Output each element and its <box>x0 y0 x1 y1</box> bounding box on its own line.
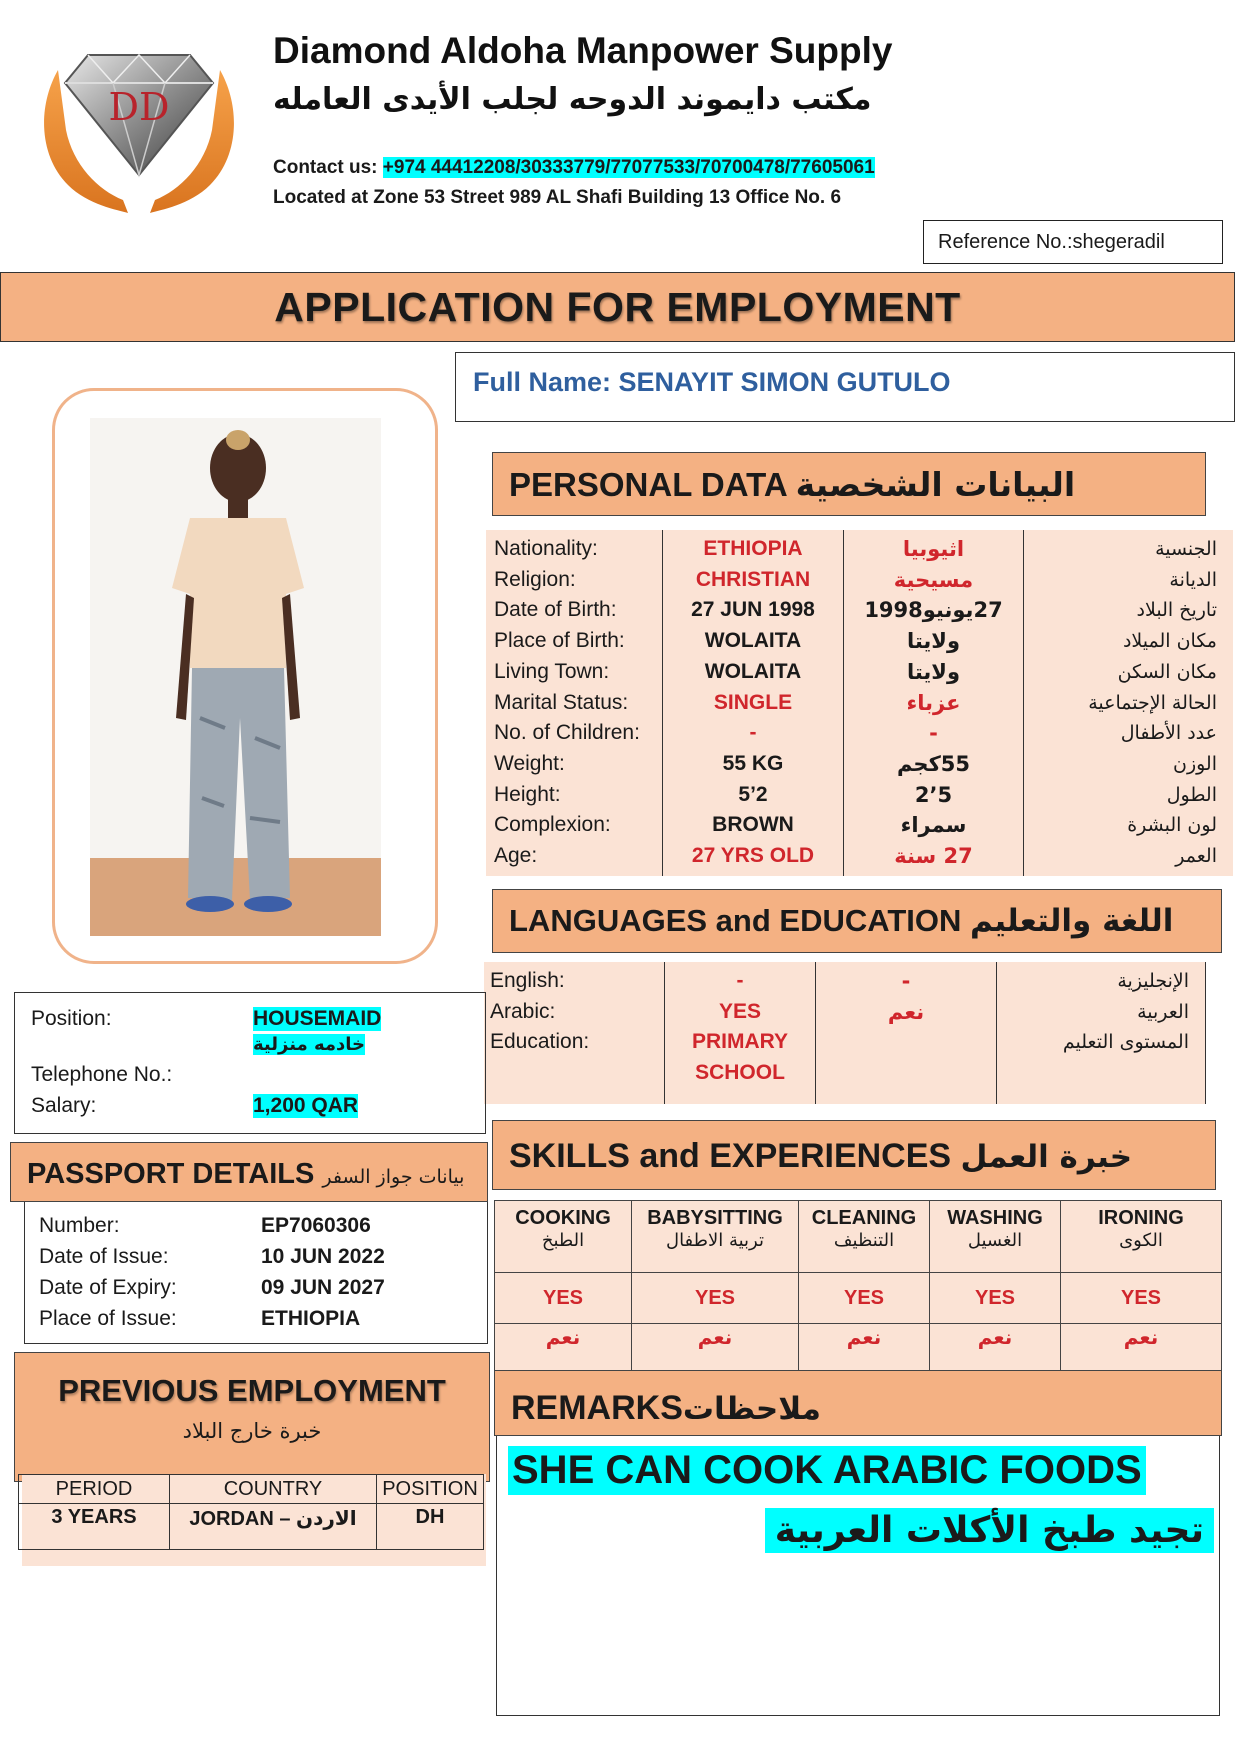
value-ar-height: 5’2 <box>914 782 953 807</box>
previous-heading-en: PREVIOUS EMPLOYMENT <box>58 1373 446 1408</box>
label-marital: Marital Status: <box>494 690 629 714</box>
col-country: COUNTRY <box>170 1475 377 1504</box>
remarks-heading-ar: ملاحظات <box>682 1391 821 1427</box>
position-value-en: HOUSEMAID <box>253 1007 382 1030</box>
value-pob: WOLAITA <box>704 629 802 653</box>
label-ar-nationality: الجنسية <box>1155 538 1217 560</box>
skill-cleaning <box>799 1201 930 1273</box>
label-ar-children: عدد الأطفال <box>1120 722 1217 745</box>
skills-heading-ar: خبرة العمل <box>960 1139 1133 1175</box>
value-arabic: YES <box>718 999 762 1023</box>
value-ar-weight: 55كجم <box>896 751 971 776</box>
label-arabic: Arabic: <box>490 999 556 1023</box>
value-living-town: WOLAITA <box>704 659 802 683</box>
salary-label: Salary: <box>31 1094 97 1117</box>
value-ar-marital: عزباء <box>906 690 961 715</box>
label-ar-pob: مكان الميلاد <box>1122 630 1217 653</box>
value-ar-complexion: سمراء <box>900 813 967 838</box>
position-box <box>14 992 486 1134</box>
languages-heading <box>492 889 1222 953</box>
ironing-yes-ar: نعم <box>1061 1324 1222 1377</box>
value-ar-age: 27 سنة <box>894 844 973 869</box>
value-ar-pob: ولايتا <box>906 629 961 654</box>
contact-label: Contact us: <box>273 157 378 178</box>
label-nationality: Nationality: <box>494 537 598 560</box>
telephone-label: Telephone No.: <box>31 1063 173 1086</box>
value-education-2: SCHOOL <box>695 1060 785 1084</box>
value-religion: CHRISTIAN <box>695 567 811 591</box>
value-children: - <box>749 721 757 745</box>
skill-ironing-ar: الكوى <box>1119 1230 1163 1251</box>
skill-washing <box>930 1201 1061 1273</box>
label-english: English: <box>490 969 565 992</box>
value-ar-nationality: اثيوبيا <box>902 537 965 561</box>
previous-heading-ar: خبرة خارج البلاد <box>182 1419 322 1443</box>
passport-number: EP7060306 <box>261 1214 371 1237</box>
skill-cleaning-ar: التنظيف <box>833 1230 895 1251</box>
passport-heading <box>10 1142 488 1202</box>
personal-data-heading <box>492 452 1206 516</box>
remark-text-ar: تجيد طبخ الأكلات العربية <box>765 1508 1214 1553</box>
remarks-heading <box>494 1370 1222 1436</box>
personal-values-ar <box>844 530 1024 876</box>
personal-heading-en: PERSONAL DATA <box>509 466 787 503</box>
ironing-yes: YES <box>1061 1273 1222 1324</box>
value-complexion: BROWN <box>712 813 794 837</box>
contact-numbers: +974 44412208/30333779/77077533/70700478/77605061 <box>382 157 875 178</box>
label-pob: Place of Birth: <box>494 629 625 653</box>
label-height: Height: <box>494 782 561 806</box>
remark-text-en: SHE CAN COOK ARABIC FOODS <box>508 1446 1146 1495</box>
skill-washing-ar: الغسيل <box>967 1230 1023 1251</box>
label-education: Education: <box>490 1030 590 1053</box>
skills-table <box>494 1200 1222 1377</box>
skill-cleaning-en: CLEANING <box>811 1207 917 1229</box>
washing-yes: YES <box>930 1273 1061 1324</box>
personal-data-table <box>486 530 1233 876</box>
value-weight: 55 KG <box>722 751 784 775</box>
skill-babysitting <box>632 1201 799 1273</box>
prev-period: 3 YEARS <box>19 1504 170 1550</box>
value-ar-children: - <box>929 721 938 746</box>
logo-letters: DD <box>108 85 170 129</box>
expiry-date-label: Date of Expiry: <box>39 1276 177 1299</box>
label-ar-religion: الديانة <box>1169 568 1217 591</box>
language-labels-ar <box>997 962 1206 1104</box>
cleaning-yes: YES <box>799 1273 930 1324</box>
issue-date: 10 JUN 2022 <box>261 1245 385 1268</box>
passport-heading-ar: بيانات جواز السفر <box>322 1166 465 1188</box>
full-name: Full Name: SENAYIT SIMON GUTULO <box>455 352 1235 422</box>
label-ar-height: الطول <box>1166 783 1217 806</box>
value-height: 5’2 <box>738 782 768 806</box>
label-children: No. of Children: <box>494 721 640 745</box>
skill-cooking-en: COOKING <box>515 1207 611 1229</box>
label-ar-arabic: العربية <box>1137 1000 1189 1023</box>
previous-employment-table <box>18 1474 484 1550</box>
skill-cooking-ar: الطبخ <box>541 1230 585 1251</box>
issue-place: ETHIOPIA <box>261 1307 361 1330</box>
issue-date-label: Date of Issue: <box>39 1245 169 1268</box>
skills-heading-en: SKILLS and EXPERIENCES <box>509 1137 952 1175</box>
company-logo <box>28 35 250 215</box>
value-ar-religion: مسيحية <box>893 567 974 592</box>
label-ar-marital: الحالة الإجتماعية <box>1088 691 1217 714</box>
position-label: Position: <box>31 1007 112 1030</box>
value-dob: 27 JUN 1998 <box>691 598 815 622</box>
col-position: POSITION <box>377 1475 484 1504</box>
label-ar-weight: الوزن <box>1172 752 1217 775</box>
contact-line <box>273 157 875 179</box>
skill-babysitting-en: BABYSITTING <box>647 1207 783 1229</box>
label-dob: Date of Birth: <box>494 598 617 622</box>
personal-labels-en <box>486 530 663 876</box>
cleaning-yes-ar: نعم <box>799 1324 930 1377</box>
language-values-ar <box>816 962 997 1104</box>
skill-washing-en: WASHING <box>947 1207 1043 1229</box>
cooking-yes: YES <box>495 1273 632 1324</box>
value-ar-english: - <box>901 969 911 993</box>
value-ar-living-town: ولايتا <box>906 659 961 684</box>
label-ar-age: العمر <box>1175 845 1217 868</box>
previous-employment-heading <box>14 1352 490 1482</box>
personal-values-en <box>663 530 844 876</box>
col-period: PERIOD <box>19 1475 170 1504</box>
passport-number-label: Number: <box>39 1214 120 1237</box>
label-ar-education: المستوى التعليم <box>1062 1031 1189 1053</box>
value-ar-dob: 27يونيو1998 <box>864 598 1003 623</box>
label-age: Age: <box>494 844 538 868</box>
page-title: APPLICATION FOR EMPLOYMENT <box>0 272 1235 342</box>
company-name-en: Diamond Aldoha Manpower Supply <box>273 30 893 71</box>
personal-labels-ar <box>1024 530 1234 876</box>
applicant-photo <box>90 418 381 936</box>
label-ar-english: الإنجليزية <box>1117 970 1189 992</box>
label-complexion: Complexion: <box>494 813 611 837</box>
label-ar-complexion: لون البشرة <box>1127 814 1217 837</box>
babysitting-yes-ar: نعم <box>632 1324 799 1377</box>
personal-heading-ar: البيانات الشخصية <box>795 465 1076 504</box>
label-religion: Religion: <box>494 567 576 591</box>
languages-heading-ar: اللغة والتعليم <box>970 903 1174 939</box>
position-value-ar: خادمه منزلية <box>253 1034 366 1055</box>
value-education: PRIMARY <box>691 1030 789 1053</box>
label-ar-living-town: مكان السكن <box>1117 660 1217 683</box>
value-ar-arabic: نعم <box>887 999 925 1024</box>
language-labels <box>484 962 665 1104</box>
languages-table <box>484 962 1206 1104</box>
reference-number: Reference No.:shegeradil <box>923 220 1223 264</box>
skill-ironing <box>1061 1201 1222 1273</box>
prev-position: DH <box>377 1504 484 1550</box>
company-name-ar: مكتب دايموند الدوحه لجلب الأيدى العامله <box>273 82 872 117</box>
cooking-yes-ar: نعم <box>495 1324 632 1377</box>
value-age: 27 YRS OLD <box>691 844 815 868</box>
passport-heading-en: PASSPORT DETAILS <box>27 1158 315 1190</box>
language-values-en <box>665 962 816 1104</box>
skill-cooking <box>495 1201 632 1273</box>
value-english: - <box>736 969 744 992</box>
skill-ironing-en: IRONING <box>1098 1207 1184 1229</box>
expiry-date: 09 JUN 2027 <box>261 1276 385 1299</box>
prev-country: JORDAN – الاردن <box>170 1504 377 1550</box>
remarks-heading-en: REMARKS <box>511 1389 683 1427</box>
languages-heading-en: LANGUAGES and EDUCATION <box>509 903 962 938</box>
washing-yes-ar: نعم <box>930 1324 1061 1377</box>
salary-value: 1,200 QAR <box>253 1094 359 1117</box>
skill-babysitting-ar: تربية الاطفال <box>665 1230 764 1251</box>
value-marital: SINGLE <box>713 690 793 714</box>
value-nationality: ETHIOPIA <box>703 537 803 560</box>
label-weight: Weight: <box>494 751 565 775</box>
label-living-town: Living Town: <box>494 659 610 683</box>
passport-box <box>24 1202 488 1344</box>
issue-place-label: Place of Issue: <box>39 1307 177 1330</box>
address: Located at Zone 53 Street 989 AL Shafi Building 13 Office No. 6 <box>273 187 842 208</box>
skills-heading <box>492 1120 1216 1190</box>
label-ar-dob: تاريخ البلاد <box>1136 599 1217 622</box>
babysitting-yes: YES <box>632 1273 799 1324</box>
